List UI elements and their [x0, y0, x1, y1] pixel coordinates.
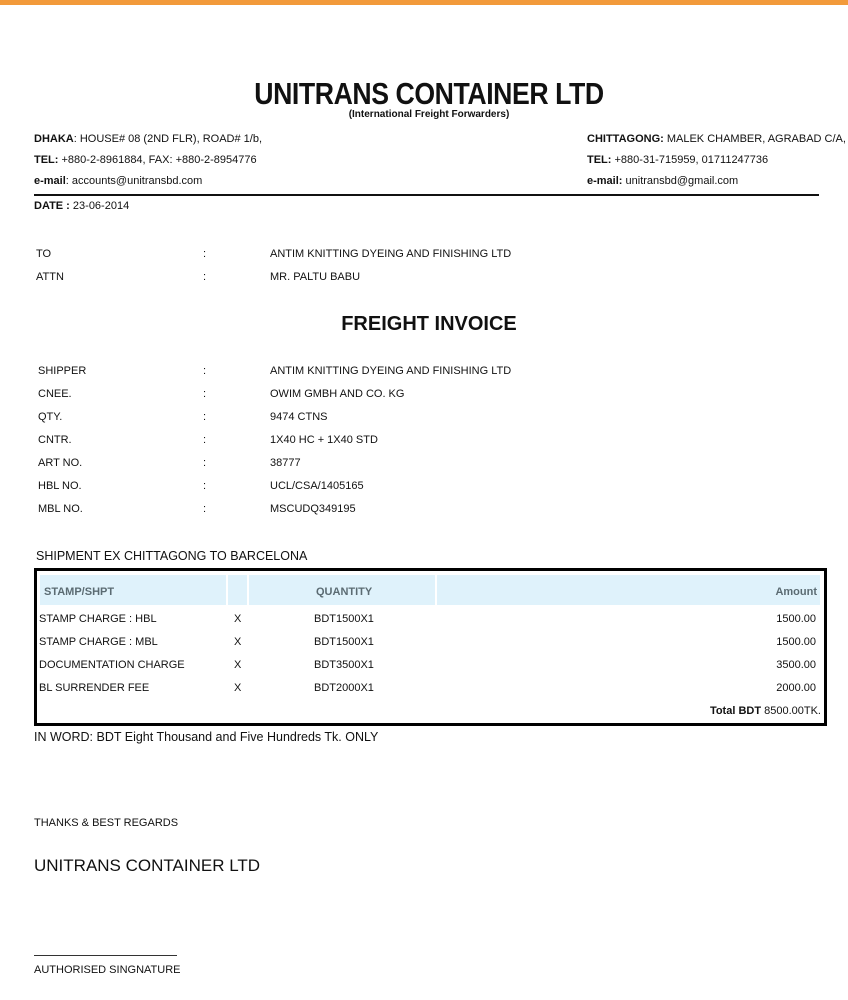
date-value: 23-06-2014: [69, 200, 130, 212]
to-value: ANTIM KNITTING DYEING AND FINISHING LTD: [270, 248, 512, 260]
row-4-amount: 2000.00: [776, 682, 816, 694]
chittagong-label: CHITTAGONG:: [587, 133, 664, 145]
top-accent-bar: [0, 0, 848, 5]
dhaka-tel-value: +880-2-8961884, FAX: +880-2-8954776: [58, 154, 257, 166]
to-separator: :: [203, 248, 207, 260]
chittagong-tel-value: +880-31-715959, 01711247736: [611, 154, 769, 166]
art-no-value: 38777: [270, 457, 301, 469]
cnee-label: CNEE.: [38, 388, 72, 400]
qty-label: QTY.: [38, 411, 63, 423]
header-divider: [34, 194, 819, 196]
shipper-value: ANTIM KNITTING DYEING AND FINISHING LTD: [270, 365, 512, 377]
total-label: Total BDT: [709, 705, 762, 717]
dhaka-address: : HOUSE# 08 (2ND FLR), ROAD# 1/b,: [73, 133, 263, 145]
row-2-amount: 1500.00: [776, 636, 816, 648]
row-4-desc: BL SURRENDER FEE: [39, 682, 150, 694]
art-no-label: ART NO.: [38, 457, 83, 469]
to-label: TO: [36, 248, 52, 260]
total-line: [710, 705, 821, 717]
row-3-qty: BDT3500X1: [314, 659, 374, 671]
row-1-amount: 1500.00: [776, 613, 816, 625]
dhaka-email-line: [34, 175, 202, 187]
date-line: [34, 200, 129, 212]
row-1-desc: STAMP CHARGE : HBL: [39, 613, 157, 625]
attn-value: MR. PALTU BABU: [270, 271, 361, 283]
charges-table: [34, 568, 827, 726]
shipment-title: SHIPMENT EX CHITTAGONG TO BARCELONA: [36, 549, 308, 563]
row-1-x: X: [234, 613, 242, 625]
cntr-value: 1X40 HC + 1X40 STD: [270, 434, 378, 446]
dhaka-email-value: : accounts@unitransbd.com: [65, 175, 203, 187]
row-3-amount: 3500.00: [776, 659, 816, 671]
mbl-no-separator: :: [203, 503, 207, 515]
chittagong-address-line: [587, 133, 846, 145]
chittagong-email-value: unitransbd@gmail.com: [622, 175, 739, 187]
hbl-no-label: HBL NO.: [38, 480, 82, 492]
cntr-separator: :: [203, 434, 207, 446]
mbl-no-label: MBL NO.: [38, 503, 83, 515]
amount-in-words: IN WORD: BDT Eight Thousand and Five Hundreds Tk. ONLY: [34, 730, 379, 744]
company-title: UNITRANS CONTAINER LTD: [254, 76, 604, 111]
attn-separator: :: [203, 271, 207, 283]
dhaka-label: DHAKA: [34, 133, 74, 145]
shipper-separator: :: [203, 365, 207, 377]
row-2-x: X: [234, 636, 242, 648]
cntr-label: CNTR.: [38, 434, 72, 446]
chittagong-tel-line: [587, 154, 768, 166]
document-title: FREIGHT INVOICE: [341, 313, 517, 335]
mbl-no-value: MSCUDQ349195: [270, 503, 356, 515]
chittagong-address: MALEK CHAMBER, AGRABAD C/A,: [663, 133, 846, 145]
cnee-separator: :: [203, 388, 207, 400]
chittagong-tel-label: TEL:: [587, 154, 612, 166]
row-2-qty: BDT1500X1: [314, 636, 374, 648]
dhaka-email-label: e-mail: [34, 175, 66, 187]
row-1-qty: BDT1500X1: [314, 613, 374, 625]
signature-label: AUTHORISED SINGNATURE: [34, 964, 181, 976]
header-cell-amount: [437, 575, 820, 605]
art-no-separator: :: [203, 457, 207, 469]
signatory-company: UNITRANS CONTAINER LTD: [34, 856, 261, 875]
dhaka-tel-label: TEL:: [34, 154, 59, 166]
row-4-x: X: [234, 682, 242, 694]
header-quantity: QUANTITY: [316, 586, 373, 598]
hbl-no-value: UCL/CSA/1405165: [270, 480, 364, 492]
dhaka-address-line: [34, 133, 262, 145]
row-4-qty: BDT2000X1: [314, 682, 374, 694]
shipper-label: SHIPPER: [38, 365, 87, 377]
signature-line: [34, 955, 177, 956]
row-3-x: X: [234, 659, 242, 671]
hbl-no-separator: :: [203, 480, 207, 492]
header-amount: Amount: [775, 586, 817, 598]
qty-value: 9474 CTNS: [270, 411, 328, 423]
row-3-desc: DOCUMENTATION CHARGE: [39, 659, 185, 671]
qty-separator: :: [203, 411, 207, 423]
regards-text: THANKS & BEST REGARDS: [34, 817, 179, 829]
date-label: DATE :: [34, 200, 70, 212]
dhaka-tel-line: [34, 154, 257, 166]
total-value: 8500.00TK.: [761, 705, 821, 717]
company-subtitle: (International Freight Forwarders): [348, 109, 510, 120]
cnee-value: OWIM GMBH AND CO. KG: [270, 388, 405, 400]
chittagong-email-label: e-mail:: [587, 175, 623, 187]
row-2-desc: STAMP CHARGE : MBL: [39, 636, 158, 648]
attn-label: ATTN: [36, 271, 64, 283]
header-stamp: STAMP/SHPT: [44, 586, 115, 598]
chittagong-email-line: [587, 175, 738, 187]
header-cell-x: [228, 575, 247, 605]
